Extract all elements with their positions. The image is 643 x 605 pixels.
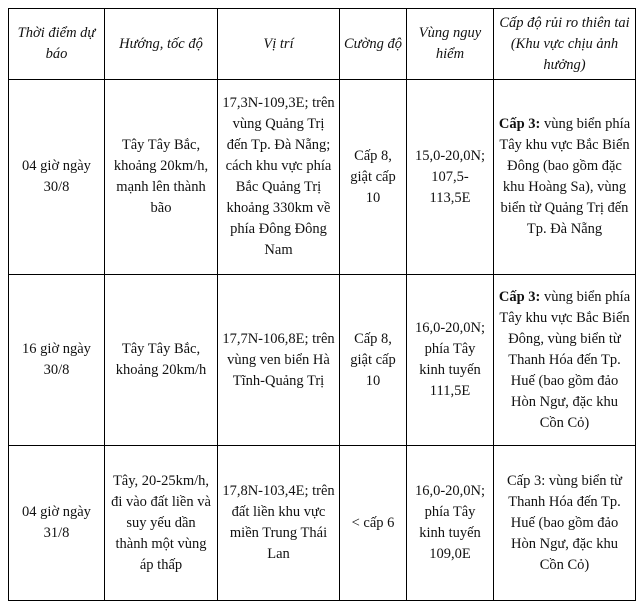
danger-zone-cell: 16,0-20,0N; phía Tây kinh tuyến 109,0E [407,446,494,601]
header-row [9,9,636,80]
time-cell: 04 giờ ngày 31/8 [9,446,105,601]
intensity-cell: Cấp 8, giật cấp 10 [340,80,407,275]
position-cell: 17,8N-103,4E; trên đất liền khu vực miền Trung Thái Lan [218,446,340,601]
time-cell: 16 giờ ngày 30/8 [9,275,105,446]
danger-zone-cell: 15,0-20,0N; 107,5-113,5E [407,80,494,275]
header-time: Thời điểm dự báo [9,9,105,80]
header-position: Vị trí [218,9,340,80]
position-cell: 17,3N-109,3E; trên vùng Quảng Trị đến Tp. Đà Nẵng; cách khu vực phía Bắc Quảng Trị khoảng 330km về phía Đông Đông Nam [218,80,340,275]
table-row [9,446,636,601]
header-intensity: Cường độ [340,9,407,80]
risk-cell [494,275,636,446]
risk-level-label: Cấp 3: [498,288,541,305]
danger-zone-cell: 16,0-20,0N; phía Tây kinh tuyến 111,5E [407,275,494,446]
risk-level-label: Cấp 3: [498,116,541,132]
intensity-cell: Cấp 8, giật cấp 10 [340,275,407,446]
risk-area-text: vùng biển phía Tây khu vực Bắc Biển Đông, vùng biển từ Thanh Hóa đến Tp. Huế (bao gồm đảo Hòn Ngư, đặc khu Cồn Cỏ) [499,288,631,431]
header-direction: Hướng, tốc độ [105,9,218,80]
risk-cell [494,80,636,275]
intensity-cell: < cấp 6 [340,446,407,601]
risk-area-text: vùng biển phía Tây khu vực Bắc Biển Đông (bao gồm đặc khu Hoàng Sa), vùng biển từ Quảng Trị đến Tp. Đà Nẵng [499,116,631,237]
risk-cell: Cấp 3: vùng biển từ Thanh Hóa đến Tp. Huế (bao gồm đảo Hòn Ngư, đặc khu Cồn Cỏ) [494,446,636,601]
direction-cell: Tây, 20-25km/h, đi vào đất liền và suy yếu dần thành một vùng áp thấp [105,446,218,601]
direction-cell: Tây Tây Bắc, khoảng 20km/h, mạnh lên thành bão [105,80,218,275]
position-cell: 17,7N-106,8E; trên vùng ven biển Hà Tĩnh-Quảng Trị [218,275,340,446]
table-row [9,80,636,275]
header-risk-level: Cấp độ rủi ro thiên tai (Khu vực chịu ảnh hưởng) [494,9,636,80]
header-danger-zone: Vùng nguy hiểm [407,9,494,80]
forecast-table [8,8,636,601]
direction-cell: Tây Tây Bắc, khoảng 20km/h [105,275,218,446]
time-cell: 04 giờ ngày 30/8 [9,80,105,275]
table-row [9,275,636,446]
